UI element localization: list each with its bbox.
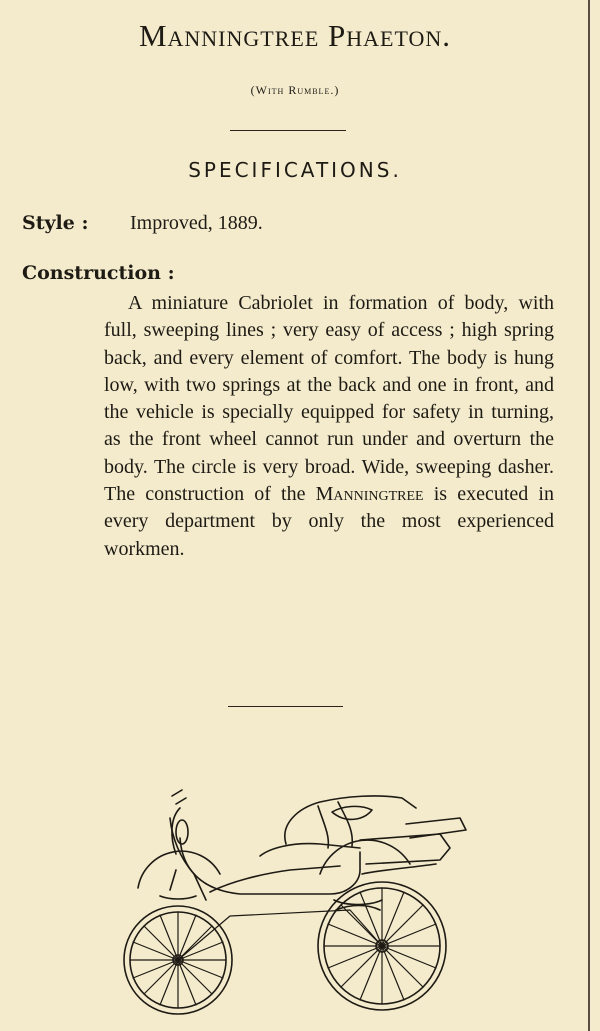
construction-text-part1: A miniature Cabriolet in formation of body, with full, sweeping lines ; very easy of access ; high spring back, and every element of comfort. The body is hung low, with two springs at the back and one in front, and the vehicle is specially equipped for safety in turning, as the front wheel cannot run under and overturn the body. The circle is very broad. Wide, sweeping dasher. The construction of the — [104, 292, 554, 506]
carriage-illustration — [110, 778, 480, 1018]
page-edge-rule — [588, 0, 590, 1031]
style-label: Style : — [22, 212, 89, 234]
page-subtitle: (With Rumble.) — [250, 83, 340, 97]
carriage-body — [180, 796, 466, 894]
page-title: Manningtree Phaeton. — [138, 18, 452, 53]
construction-text-part2: is executed in every department by only the most experienced workmen. — [104, 483, 554, 560]
divider-bottom — [228, 706, 343, 707]
construction-text — [104, 290, 554, 563]
style-value: Improved, 1889. — [130, 212, 263, 234]
construction-label: Construction : — [22, 262, 175, 284]
far-front-wheel — [138, 851, 220, 888]
dasher — [170, 790, 206, 900]
carriage-name: Manningtree — [315, 483, 424, 506]
specifications-heading: SPECIFICATIONS. — [188, 158, 402, 182]
divider-top — [230, 130, 346, 131]
reach — [178, 910, 382, 960]
front-spring — [160, 896, 196, 899]
